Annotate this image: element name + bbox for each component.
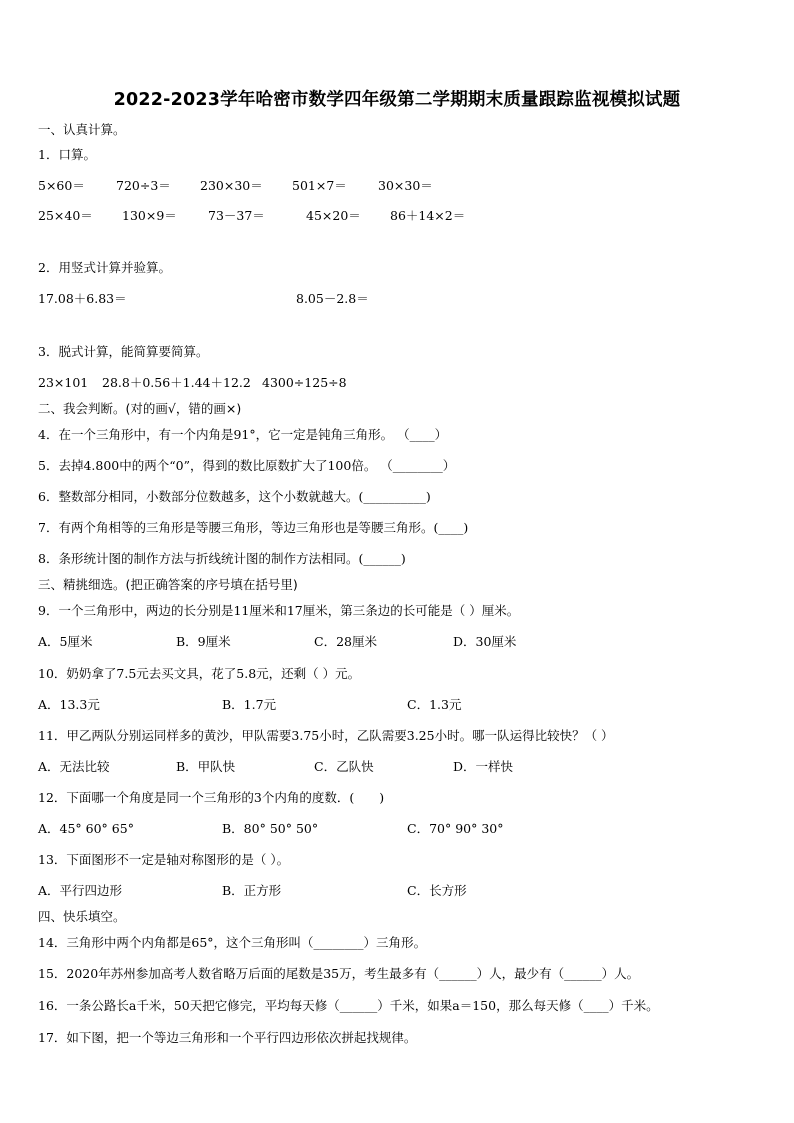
q10-option-a: A．13.3元 <box>38 697 100 712</box>
q11-option-c: C．乙队快 <box>314 759 374 774</box>
section-2-heading: 二、我会判断。(对的画√，错的画×) <box>38 401 242 416</box>
q11-option-d: D．一样快 <box>453 759 514 774</box>
q12-option-a: A．45° 60° 65° <box>38 821 134 836</box>
q9-option-d: D．30厘米 <box>453 634 517 649</box>
q13-stem: 13．下面图形不一定是轴对称图形的是（ ）。 <box>38 852 290 867</box>
q11-stem: 11．甲乙两队分别运同样多的黄沙，甲队需要3.75小时，乙队需要3.25小时。哪一队运得比较快？（ ） <box>38 728 614 743</box>
q3-item: 23×101 <box>38 375 89 390</box>
q3-item: 4300÷125÷8 <box>262 375 347 390</box>
q11-option-b: B．甲队快 <box>176 759 236 774</box>
q6-text: 6．整数部分相同，小数部分位数越多，这个小数就越大。(__________) <box>38 489 431 504</box>
q1-item: 5×60＝ <box>38 178 85 193</box>
q5-text: 5．去掉4.800中的两个“0”，得到的数比原数扩大了100倍。 （________） <box>38 458 456 473</box>
q9-option-b: B．9厘米 <box>176 634 231 649</box>
q8-text: 8．条形统计图的制作方法与折线统计图的制作方法相同。(______) <box>38 551 406 566</box>
q1-item: 73－37＝ <box>208 208 265 223</box>
q1-item: 230×30＝ <box>200 178 263 193</box>
q1-label: 1．口算。 <box>38 147 96 162</box>
q1-item: 86＋14×2＝ <box>390 208 466 223</box>
q2-item: 8.05－2.8＝ <box>296 291 369 306</box>
q2-item: 17.08＋6.83＝ <box>38 291 127 306</box>
q10-option-b: B．1.7元 <box>222 697 277 712</box>
q1-item: 720÷3＝ <box>116 178 171 193</box>
q7-text: 7．有两个角相等的三角形是等腰三角形，等边三角形也是等腰三角形。(____) <box>38 520 469 535</box>
q1-item: 45×20＝ <box>306 208 361 223</box>
q1-item: 501×7＝ <box>292 178 347 193</box>
q1-item: 25×40＝ <box>38 208 93 223</box>
q10-option-c: C．1.3元 <box>407 697 462 712</box>
q9-stem: 9．一个三角形中，两边的长分别是11厘米和17厘米，第三条边的长可能是（ ）厘米。 <box>38 603 520 618</box>
q4-text: 4．在一个三角形中，有一个内角是91°，它一定是钝角三角形。 （____） <box>38 427 448 442</box>
q13-option-c: C．长方形 <box>407 883 467 898</box>
q11-option-a: A．无法比较 <box>38 759 110 774</box>
q1-item: 130×9＝ <box>122 208 177 223</box>
q3-label: 3．脱式计算，能简算要简算。 <box>38 344 209 359</box>
section-1-heading: 一、认真计算。 <box>38 122 126 137</box>
q12-option-b: B．80° 50° 50° <box>222 821 319 836</box>
q13-option-a: A．平行四边形 <box>38 883 123 898</box>
q12-stem: 12．下面哪一个角度是同一个三角形的3个内角的度数．( ) <box>38 790 385 805</box>
q15-text: 15．2020年苏州参加高考人数省略万后面的尾数是35万，考生最多有（______）人，最少有（______）人。 <box>38 966 640 981</box>
q2-label: 2．用竖式计算并验算。 <box>38 260 171 275</box>
page-title: 2022-2023学年哈密市数学四年级第二学期期末质量跟踪监视模拟试题 <box>113 90 681 110</box>
section-4-heading: 四、快乐填空。 <box>38 909 126 924</box>
q10-stem: 10．奶奶拿了7.5元去买文具，花了5.8元，还剩（ ）元。 <box>38 666 361 681</box>
q3-item: 28.8＋0.56＋1.44＋12.2 <box>102 375 251 390</box>
q9-option-c: C．28厘米 <box>314 634 377 649</box>
q16-text: 16．一条公路长a千米，50天把它修完，平均每天修（______）千米，如果a＝150，那么每天修（____）千米。 <box>38 998 659 1013</box>
q9-option-a: A．5厘米 <box>38 634 93 649</box>
q17-text: 17．如下图，把一个等边三角形和一个平行四边形依次拼起找规律。 <box>38 1030 417 1045</box>
section-3-heading: 三、精挑细选。(把正确答案的序号填在括号里) <box>38 577 298 592</box>
q1-item: 30×30＝ <box>378 178 433 193</box>
q14-text: 14．三角形中两个内角都是65°，这个三角形叫（________）三角形。 <box>38 935 427 950</box>
q13-option-b: B．正方形 <box>222 883 282 898</box>
q12-option-c: C．70° 90° 30° <box>407 821 504 836</box>
